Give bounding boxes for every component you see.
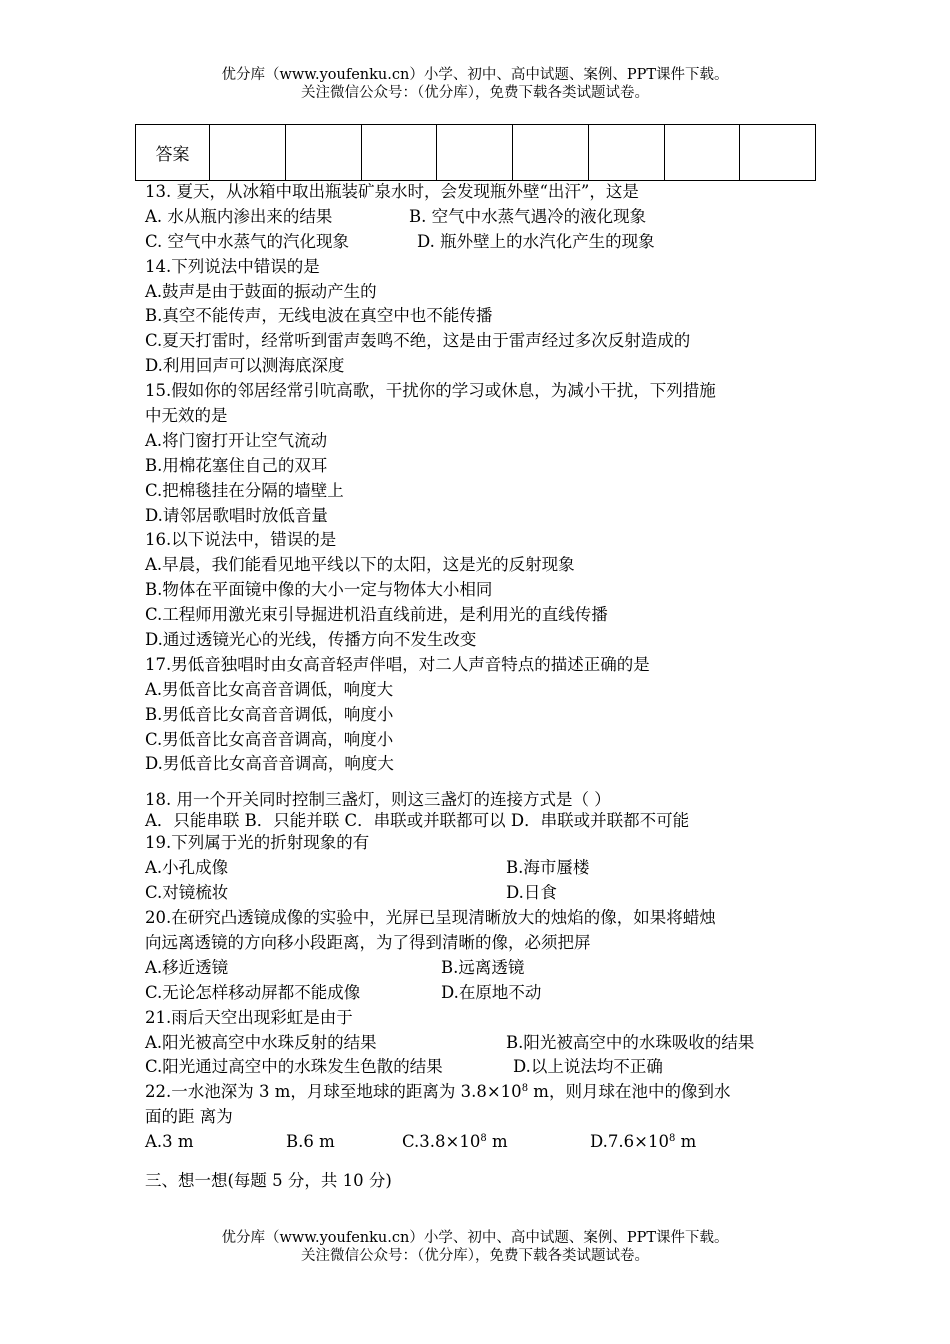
q22-option-d [590, 1130, 696, 1155]
q19-option-b: B.海市蜃楼 [506, 858, 590, 878]
q14-option-a: A.鼓声是由于鼓面的振动产生的 [145, 281, 377, 301]
answer-cell[interactable] [210, 125, 286, 181]
q22-option-b: B.6 m [286, 1132, 335, 1152]
answer-cell[interactable] [740, 125, 816, 181]
q15-option-c: C.把棉毯挂在分隔的墙壁上 [145, 480, 344, 500]
q22-stem-text-1: 22.一水池深为 3 m，月球至地球的距离为 3.8×10 [145, 1082, 522, 1102]
answer-cell[interactable] [664, 125, 740, 181]
q20-option-d: D.在原地不动 [441, 982, 542, 1002]
q14-option-c: C.夏天打雷时，经常听到雷声轰鸣不绝，这是由于雷声经过多次反射造成的 [145, 331, 691, 351]
q14-stem: 14.下列说法中错误的是 [145, 256, 320, 276]
q13-options-row-1 [145, 205, 815, 230]
q22-option-d-exponent: 8 [668, 1133, 676, 1145]
q20-options-row-2 [145, 981, 815, 1006]
q22-option-d-unit: m [675, 1132, 697, 1152]
q15-stem-line-2: 中无效的是 [145, 406, 228, 426]
q22-stem-line-2: 面的距 离为 [145, 1107, 233, 1127]
q19-option-d: D.日食 [506, 883, 557, 903]
q13-option-b: B. 空气中水蒸气遇冷的液化现象 [409, 206, 647, 226]
q21-options-row-1 [145, 1031, 815, 1056]
q16-option-b: B.物体在平面镜中像的大小一定与物体大小相同 [145, 580, 493, 600]
section-3-title: 三、想一想(每题 5 分，共 10 分) [145, 1170, 392, 1190]
answer-cell[interactable] [437, 125, 513, 181]
q20-options-row-1 [145, 956, 815, 981]
q16-option-d: D.通过透镜光心的光线，传播方向不发生改变 [145, 630, 477, 650]
q18-options: A．只能串联 B．只能并联 C．串联或并联都可以 D．串联或并联都不可能 [145, 811, 690, 831]
answer-table-label: 答案 [136, 125, 210, 181]
q13-stem: 13. 夏天，从冰箱中取出瓶装矿泉水时，会发现瓶外壁“出汗”，这是 [145, 182, 639, 201]
q22-option-a: A.3 m [145, 1132, 194, 1152]
q19-option-c: C.对镜梳妆 [145, 883, 229, 903]
q14-option-b: B.真空不能传声，无线电波在真空中也不能传播 [145, 306, 493, 326]
q22-option-c-exponent: 8 [480, 1133, 487, 1145]
q16-option-c: C.工程师用激光束引导掘进机沿直线前进，是利用光的直线传播 [145, 605, 608, 625]
q13-option-a: A. 水从瓶内渗出来的结果 [145, 206, 333, 226]
q20-stem-line-2: 向远离透镜的方向移小段距离，为了得到清晰的像，必须把屏 [145, 932, 591, 952]
q22-stem-line-1 [145, 1080, 815, 1105]
q19-stem: 19.下列属于光的折射现象的有 [145, 833, 370, 853]
q22-option-c-text: C.3.8×10 [402, 1132, 481, 1152]
q19-options-row-1 [145, 856, 815, 881]
q21-option-c: C.阳光通过高空中的水珠发生色散的结果 [145, 1057, 443, 1077]
answer-cell[interactable] [513, 125, 589, 181]
q15-option-d: D.请邻居歌唱时放低音量 [145, 505, 328, 525]
q15-option-a: A.将门窗打开让空气流动 [145, 430, 328, 450]
answer-table [135, 124, 816, 181]
q13-options-row-2 [145, 230, 815, 255]
q18-stem: 18. 用一个开关同时控制三盏灯，则这三盏灯的连接方式是（ ） [145, 790, 611, 810]
answer-cell[interactable] [285, 125, 361, 181]
q15-option-b: B.用棉花塞住自己的双耳 [145, 455, 328, 475]
q15-stem-line-1: 15.假如你的邻居经常引吭高歌，干扰你的学习或休息，为减小干扰，下列措施 [145, 381, 716, 401]
q20-stem-line-1: 20.在研究凸透镜成像的实验中，光屏已呈现清晰放大的烛焰的像，如果将蜡烛 [145, 908, 716, 928]
q13-option-d: D. 瓶外壁上的水汽化产生的现象 [417, 231, 655, 251]
q17-option-b: B.男低音比女高音音调低，响度小 [145, 704, 394, 724]
q20-option-a: A.移近透镜 [145, 957, 229, 977]
q22-stem-text-2: m，则月球在池中的像到水 [528, 1082, 731, 1102]
answer-cell[interactable] [361, 125, 437, 181]
footer-line-2: 关注微信公众号：（优分库），免费下载各类试题试卷。 [301, 1248, 649, 1264]
q17-stem: 17.男低音独唱时由女高音轻声伴唱，对二人声音特点的描述正确的是 [145, 654, 650, 674]
q16-stem: 16.以下说法中，错误的是 [145, 530, 337, 550]
q22-stem-exponent: 8 [521, 1083, 529, 1095]
q19-options-row-2 [145, 881, 815, 906]
q21-options-row-2 [145, 1055, 815, 1080]
header-line-1: 优分库（www.youfenku.cn）小学、初中、高中试题、案例、PPT课件下载。 [221, 67, 729, 83]
q21-stem: 21.雨后天空出现彩虹是由于 [145, 1007, 353, 1027]
q17-option-c: C.男低音比女高音音调高，响度小 [145, 729, 394, 749]
q22-option-c-unit: m [486, 1132, 508, 1152]
page-footer [0, 1229, 950, 1265]
page-header [0, 66, 950, 102]
header-line-2: 关注微信公众号：（优分库），免费下载各类试题试卷。 [301, 85, 649, 101]
q22-option-c [402, 1130, 508, 1155]
q21-option-a: A.阳光被高空中水珠反射的结果 [145, 1032, 377, 1052]
question-list [145, 180, 815, 1194]
q14-option-d: D.利用回声可以测海底深度 [145, 356, 345, 376]
q19-option-a: A.小孔成像 [145, 858, 229, 878]
q21-option-d: D.以上说法均不正确 [513, 1057, 663, 1077]
q20-option-b: B.远离透镜 [441, 957, 525, 977]
footer-line-1: 优分库（www.youfenku.cn）小学、初中、高中试题、案例、PPT课件下载。 [221, 1230, 729, 1246]
q13-option-c: C. 空气中水蒸气的汽化现象 [145, 231, 350, 251]
q22-options-row [145, 1130, 815, 1155]
q20-option-c: C.无论怎样移动屏都不能成像 [145, 982, 361, 1002]
q22-option-d-text: D.7.6×10 [590, 1132, 669, 1152]
q17-option-d: D.男低音比女高音音调高，响度大 [145, 754, 394, 774]
q21-option-b: B.阳光被高空中的水珠吸收的结果 [506, 1032, 755, 1052]
q16-option-a: A.早晨，我们能看见地平线以下的太阳，这是光的反射现象 [145, 555, 575, 575]
q17-option-a: A.男低音比女高音音调低，响度大 [145, 679, 394, 699]
answer-cell[interactable] [588, 125, 664, 181]
